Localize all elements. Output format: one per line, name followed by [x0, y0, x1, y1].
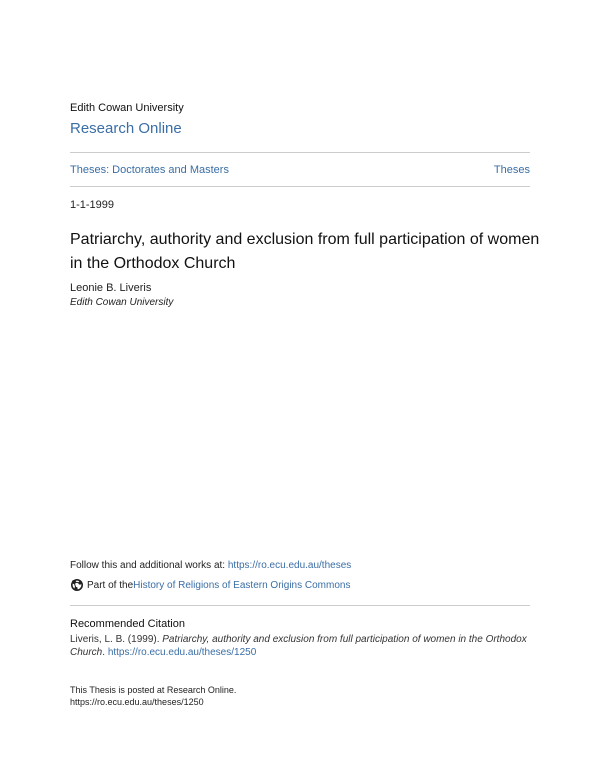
commons-network-icon: [70, 578, 84, 592]
posted-url: https://ro.ecu.edu.au/theses/1250: [70, 697, 204, 707]
follow-prefix: Follow this and additional works at:: [70, 560, 228, 571]
posted-line: This Thesis is posted at Research Online.: [70, 685, 237, 695]
author-affiliation: Edith Cowan University: [70, 297, 174, 308]
citation-text: [70, 633, 532, 659]
follow-line: [70, 560, 351, 571]
posted-notice: [70, 684, 236, 708]
citation-url-link[interactable]: https://ro.ecu.edu.au/theses/1250: [107, 647, 257, 658]
university-name: Edith Cowan University: [70, 102, 184, 114]
divider: [70, 152, 530, 153]
divider: [70, 186, 530, 187]
part-of-line: [70, 578, 350, 592]
repository-link[interactable]: Research Online: [70, 120, 182, 137]
part-of-prefix: Part of the: [87, 579, 134, 591]
author-name: Leonie B. Liveris: [70, 282, 152, 294]
collection-link[interactable]: Theses: Doctorates and Masters: [70, 164, 229, 176]
series-link[interactable]: Theses: [493, 164, 530, 176]
publication-date: 1-1-1999: [70, 199, 115, 211]
citation-heading: Recommended Citation: [70, 618, 185, 630]
citation-suffix: .: [102, 647, 108, 658]
document-title: Patriarchy, authority and exclusion from full participation of women in the Orthodox Church: [70, 231, 540, 272]
commons-link[interactable]: History of Religions of Eastern Origins Commons: [133, 579, 351, 591]
follow-url-link[interactable]: https://ro.ecu.edu.au/theses: [227, 560, 352, 571]
citation-title: Patriarchy, authority and exclusion from full participation of women in the Orthodox Church: [70, 634, 527, 658]
divider: [70, 605, 530, 606]
citation-authors: Liveris, L. B. (1999).: [70, 634, 163, 645]
